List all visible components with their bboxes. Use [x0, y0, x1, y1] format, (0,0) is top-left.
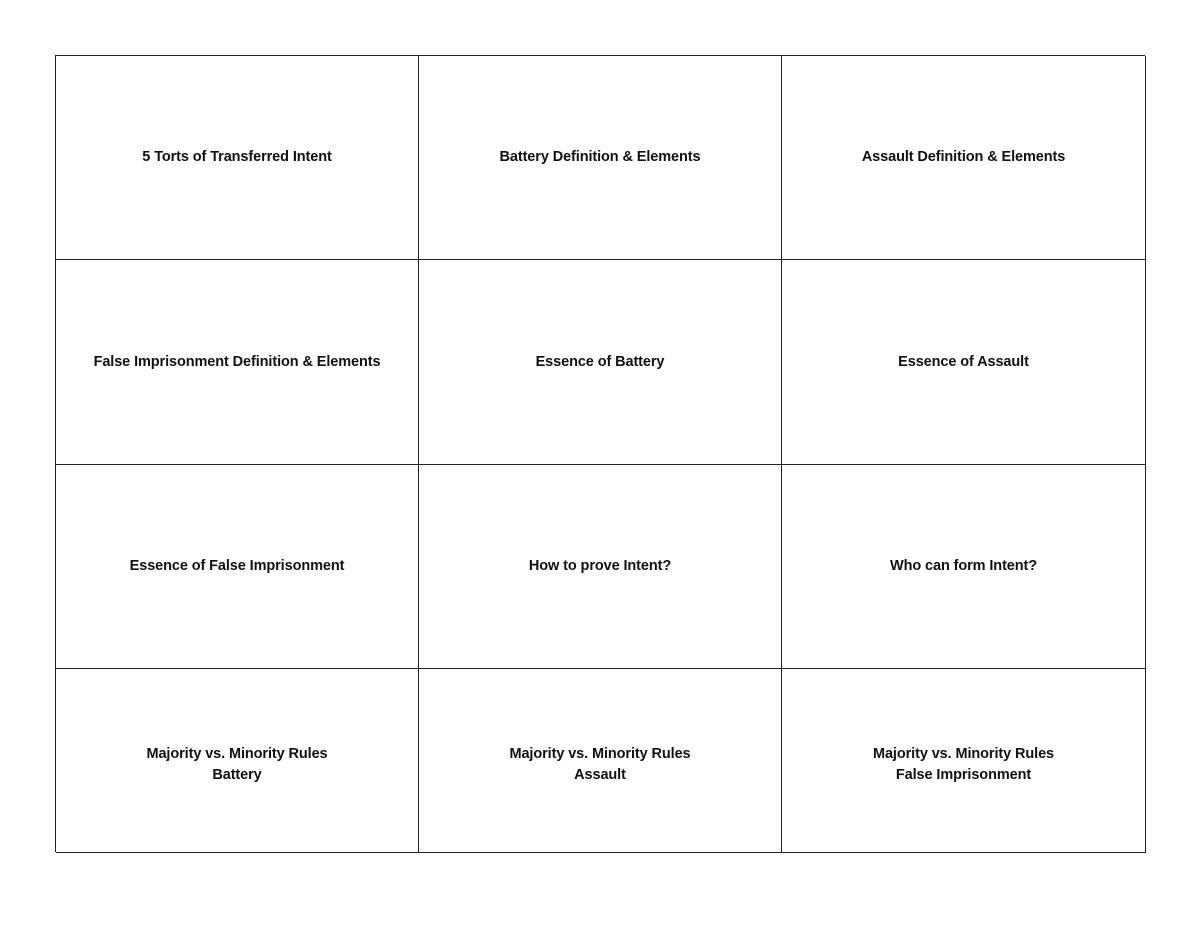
flashcard: [419, 56, 782, 260]
flashcard: [782, 669, 1146, 853]
flashcard: [782, 465, 1146, 669]
flashcard-text: Essence of Assault: [898, 353, 1029, 370]
flashcard: [419, 260, 782, 465]
flashcard: [56, 56, 419, 260]
flashcard: [419, 669, 782, 853]
flashcard: [56, 465, 419, 669]
flashcard: [782, 260, 1146, 465]
flashcard-text: Essence of Battery: [535, 353, 665, 370]
flashcard-text: Majority vs. Minority Rules False Imprisonment: [872, 745, 1054, 783]
flashcard-text: 5 Torts of Transferred Intent: [142, 149, 332, 165]
flashcard-text: Majority vs. Minority Rules Battery: [146, 745, 328, 783]
flashcard: [419, 465, 782, 669]
flashcard-text: Majority vs. Minority Rules Assault: [509, 745, 691, 783]
flashcard-text: False Imprisonment Definition & Elements: [93, 353, 381, 370]
flashcard: [56, 260, 419, 465]
flashcard-text: Battery Definition & Elements: [499, 149, 701, 165]
flashcard-text: Assault Definition & Elements: [861, 149, 1066, 165]
flashcard: [56, 669, 419, 853]
flashcard-grid: [55, 55, 1145, 852]
flashcard: [782, 56, 1146, 260]
flashcard-text: Who can form Intent?: [889, 558, 1037, 574]
flashcard-text: How to prove Intent?: [528, 558, 672, 574]
flashcard-text: Essence of False Imprisonment: [129, 558, 345, 574]
